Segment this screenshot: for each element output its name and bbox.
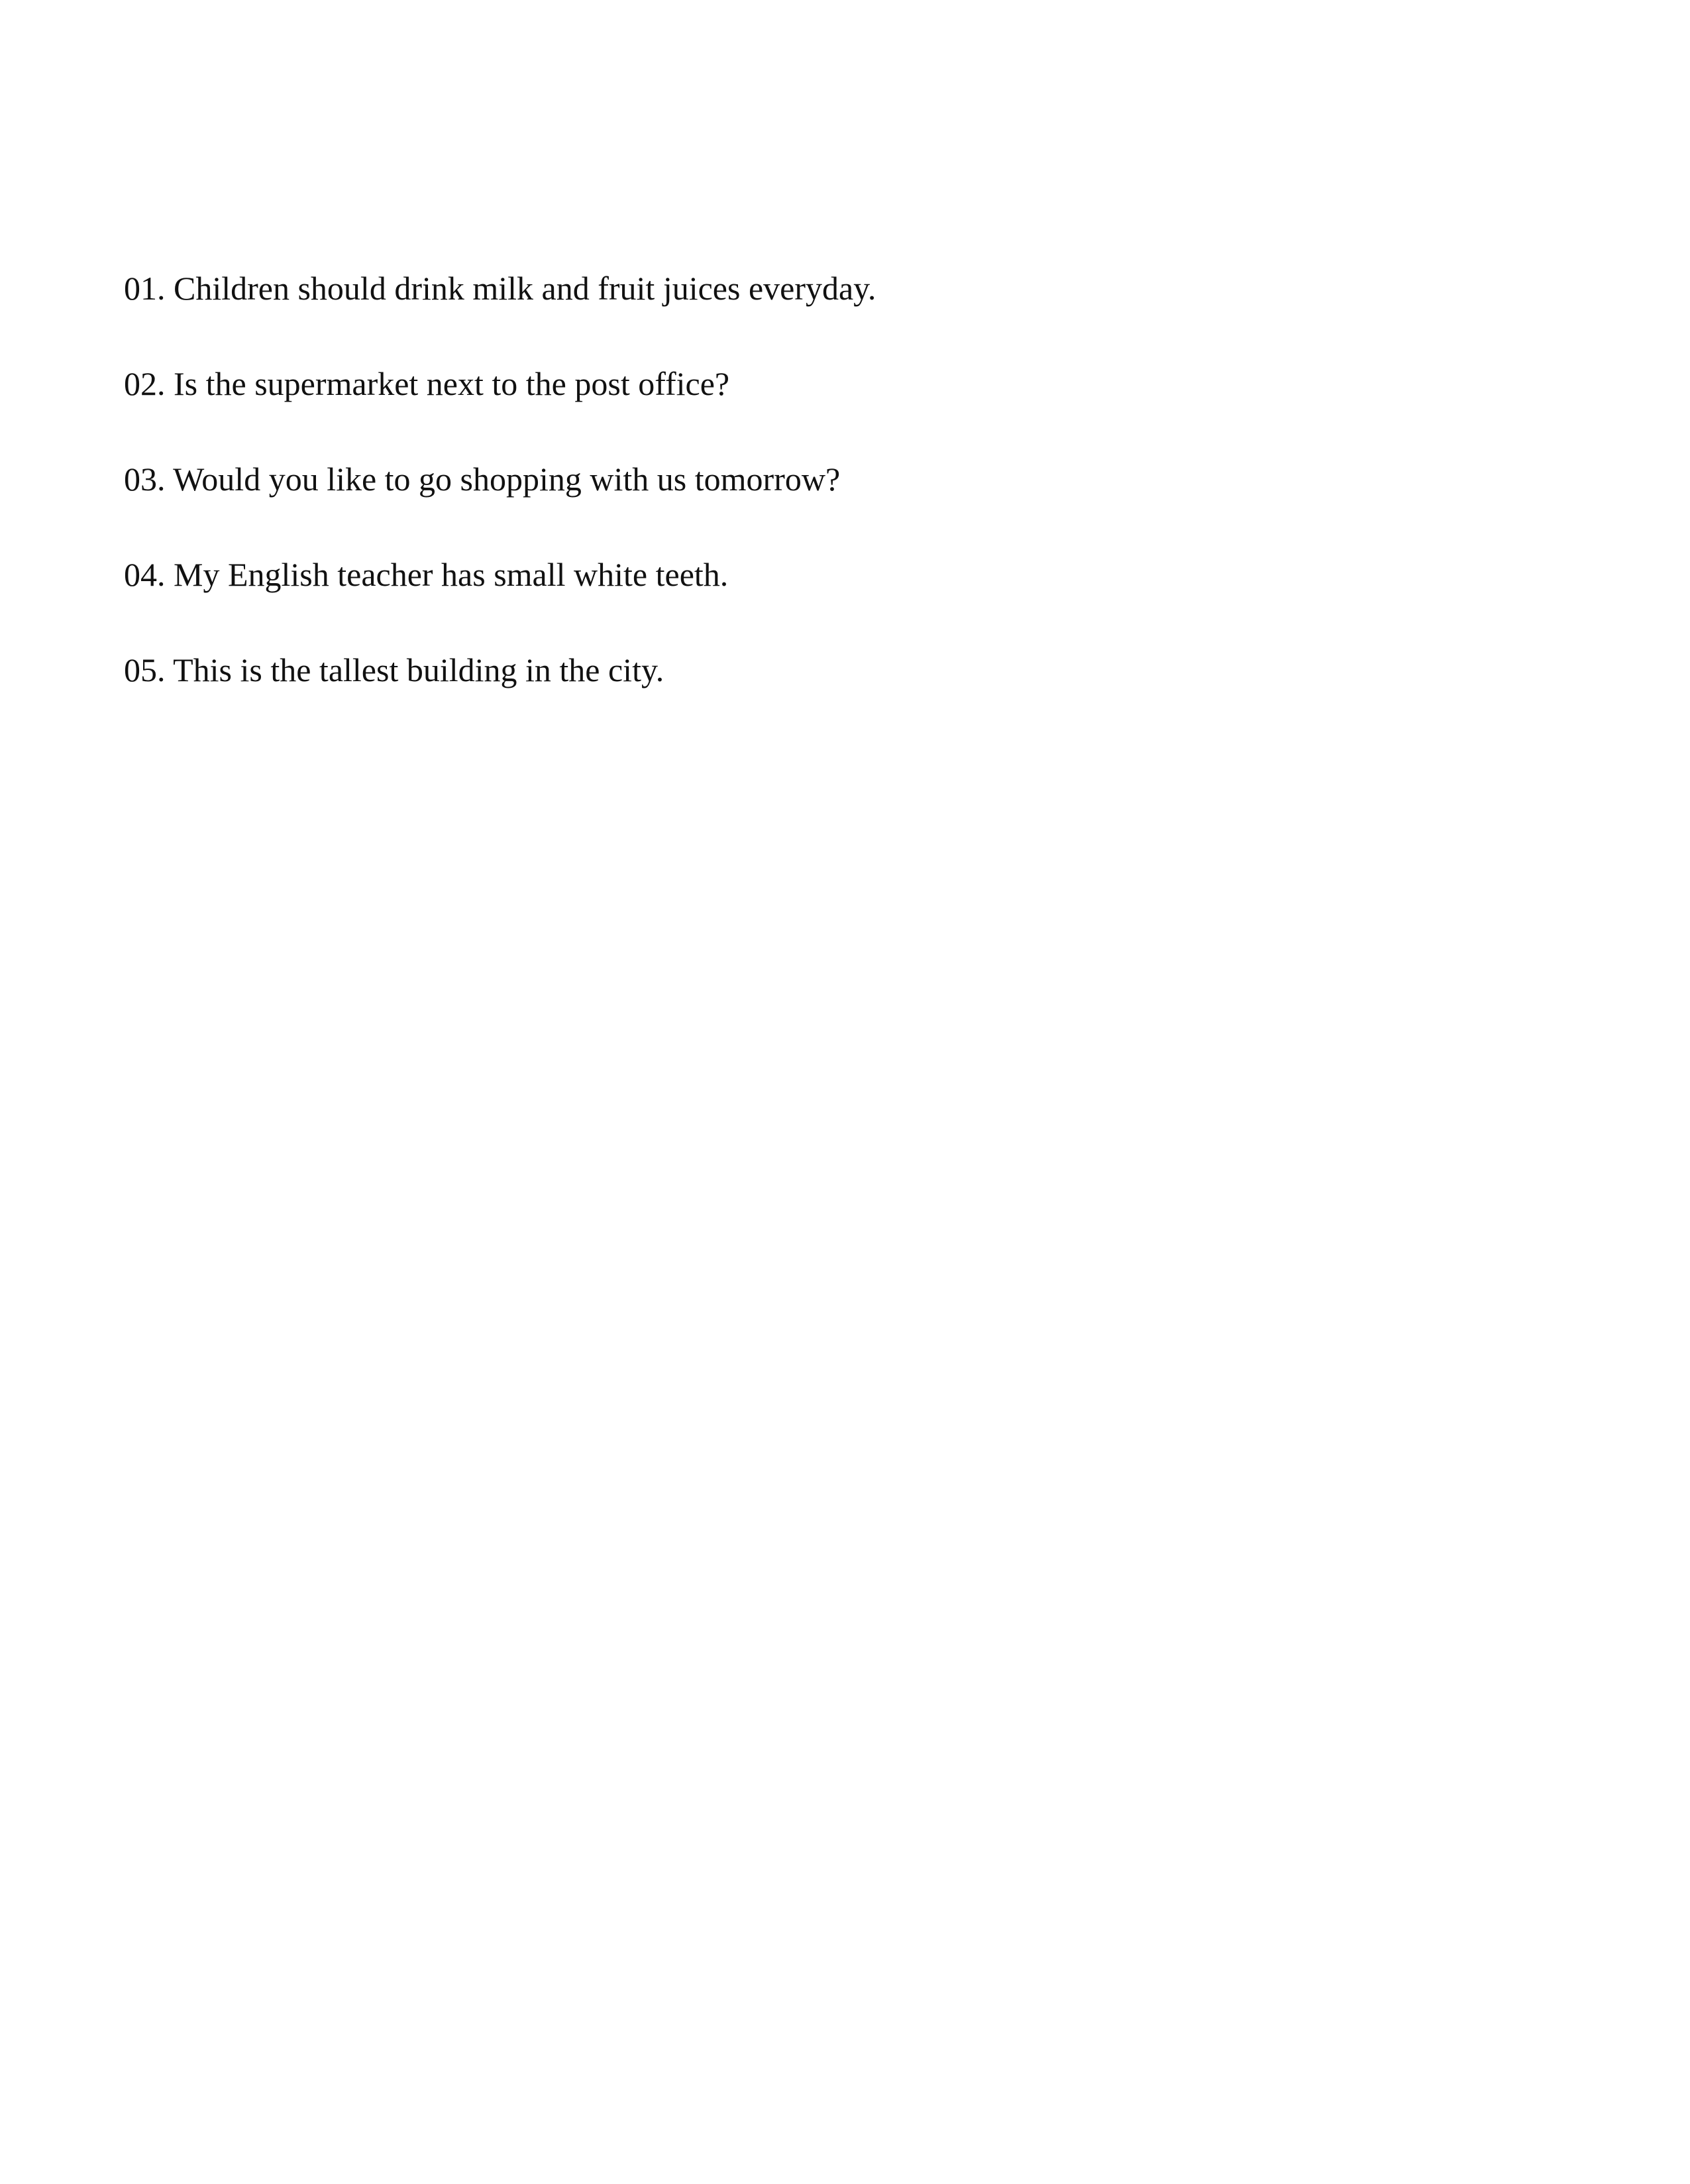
list-item (124, 555, 876, 594)
item-text: My English teacher has small white teeth. (174, 556, 729, 593)
item-number: 01. (124, 270, 166, 307)
item-text: Is the supermarket next to the post office? (174, 365, 730, 402)
item-text: This is the tallest building in the city. (173, 651, 664, 688)
item-number: 03. (124, 461, 166, 498)
item-number: 05. (124, 651, 166, 688)
item-text: Children should drink milk and fruit juices everyday. (174, 270, 876, 307)
item-number: 02. (124, 365, 166, 402)
list-item (124, 459, 876, 499)
list-item (124, 650, 876, 690)
item-text: Would you like to go shopping with us tomorrow? (173, 461, 841, 498)
list-item (124, 268, 876, 308)
sentence-list (124, 268, 876, 745)
list-item (124, 364, 876, 404)
item-number: 04. (124, 556, 166, 593)
